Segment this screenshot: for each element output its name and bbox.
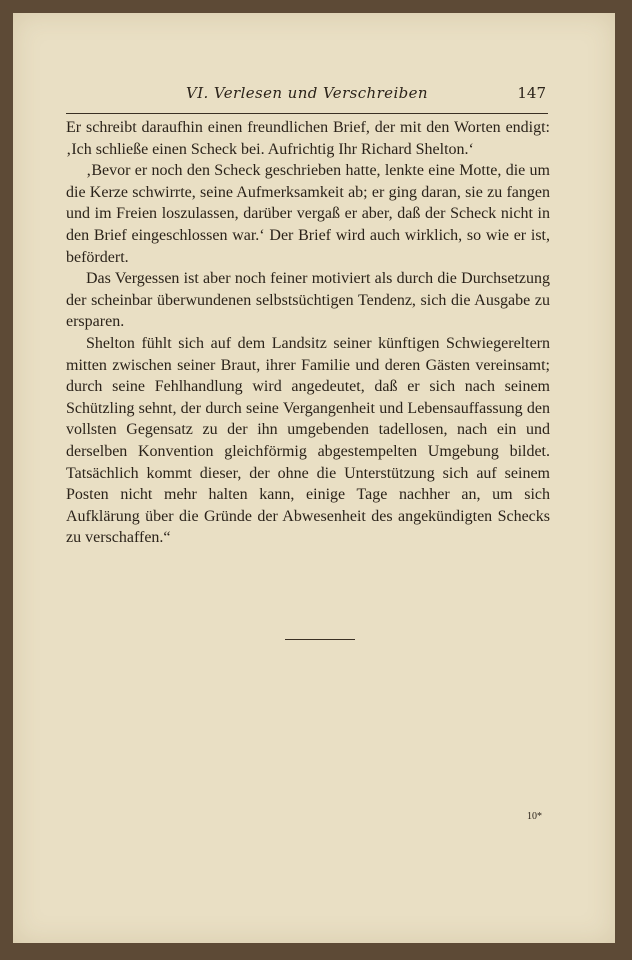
paragraph: Shelton fühlt sich auf dem Landsitz seiner künftigen Schwiegereltern mitten zwischen seiner Braut, ihrer Familie und deren Gästen vereinsamt; durch seine Fehlhandlung wird angedeutet, daß er sich nach seinem Schützling sehnt, der durch seine Vergangenheit und Lebensauffassung den vollsten Gegensatz zu der ihn umgebenden tadellosen, nach ein und derselben Konvention gleichförmig abgestempelten Umgebung bildet. Tatsächlich kommt dieser, der ohne die Unterstützung sich auf seinem Posten nicht mehr halten kann, einige Tage nachher an, um sich Aufklärung über die Gründe der Abwesenheit des angekündigten Schecks zu verschaffen.“ [66, 334, 550, 547]
running-header [66, 80, 548, 106]
book-page [13, 13, 615, 943]
paragraph: ‚Bevor er noch den Scheck geschrieben hatte, lenkte eine Motte, die um die Kerze schwirrte, seine Aufmerksamkeit ab; er ging daran, sie zu fangen und im Freien loszulassen, darüber vergaß er aber, daß der Scheck nicht in den Brief eingeschlossen war.‘ Der Brief wird auch wirklich, so wie er ist, befördert. [66, 162, 550, 266]
paragraph: Das Vergessen ist aber noch feiner motiviert als durch die Durchsetzung der scheinbar überwundenen selbstsüchtigen Tendenz, sich die Ausgabe zu ersparen. [66, 270, 550, 331]
paragraph: Er schreibt daraufhin einen freundlichen Brief, der mit den Worten endigt: ‚Ich schließe einen Scheck bei. Aufrichtig Ihr Richard Shelton.‘ [66, 119, 550, 158]
page-number: 147 [517, 84, 546, 102]
header-rule [66, 113, 548, 114]
signature-mark: 10* [527, 811, 542, 822]
chapter-title: VI. Verlesen und Verschreiben [185, 84, 428, 102]
section-separator [285, 639, 355, 640]
body-text [66, 117, 550, 549]
